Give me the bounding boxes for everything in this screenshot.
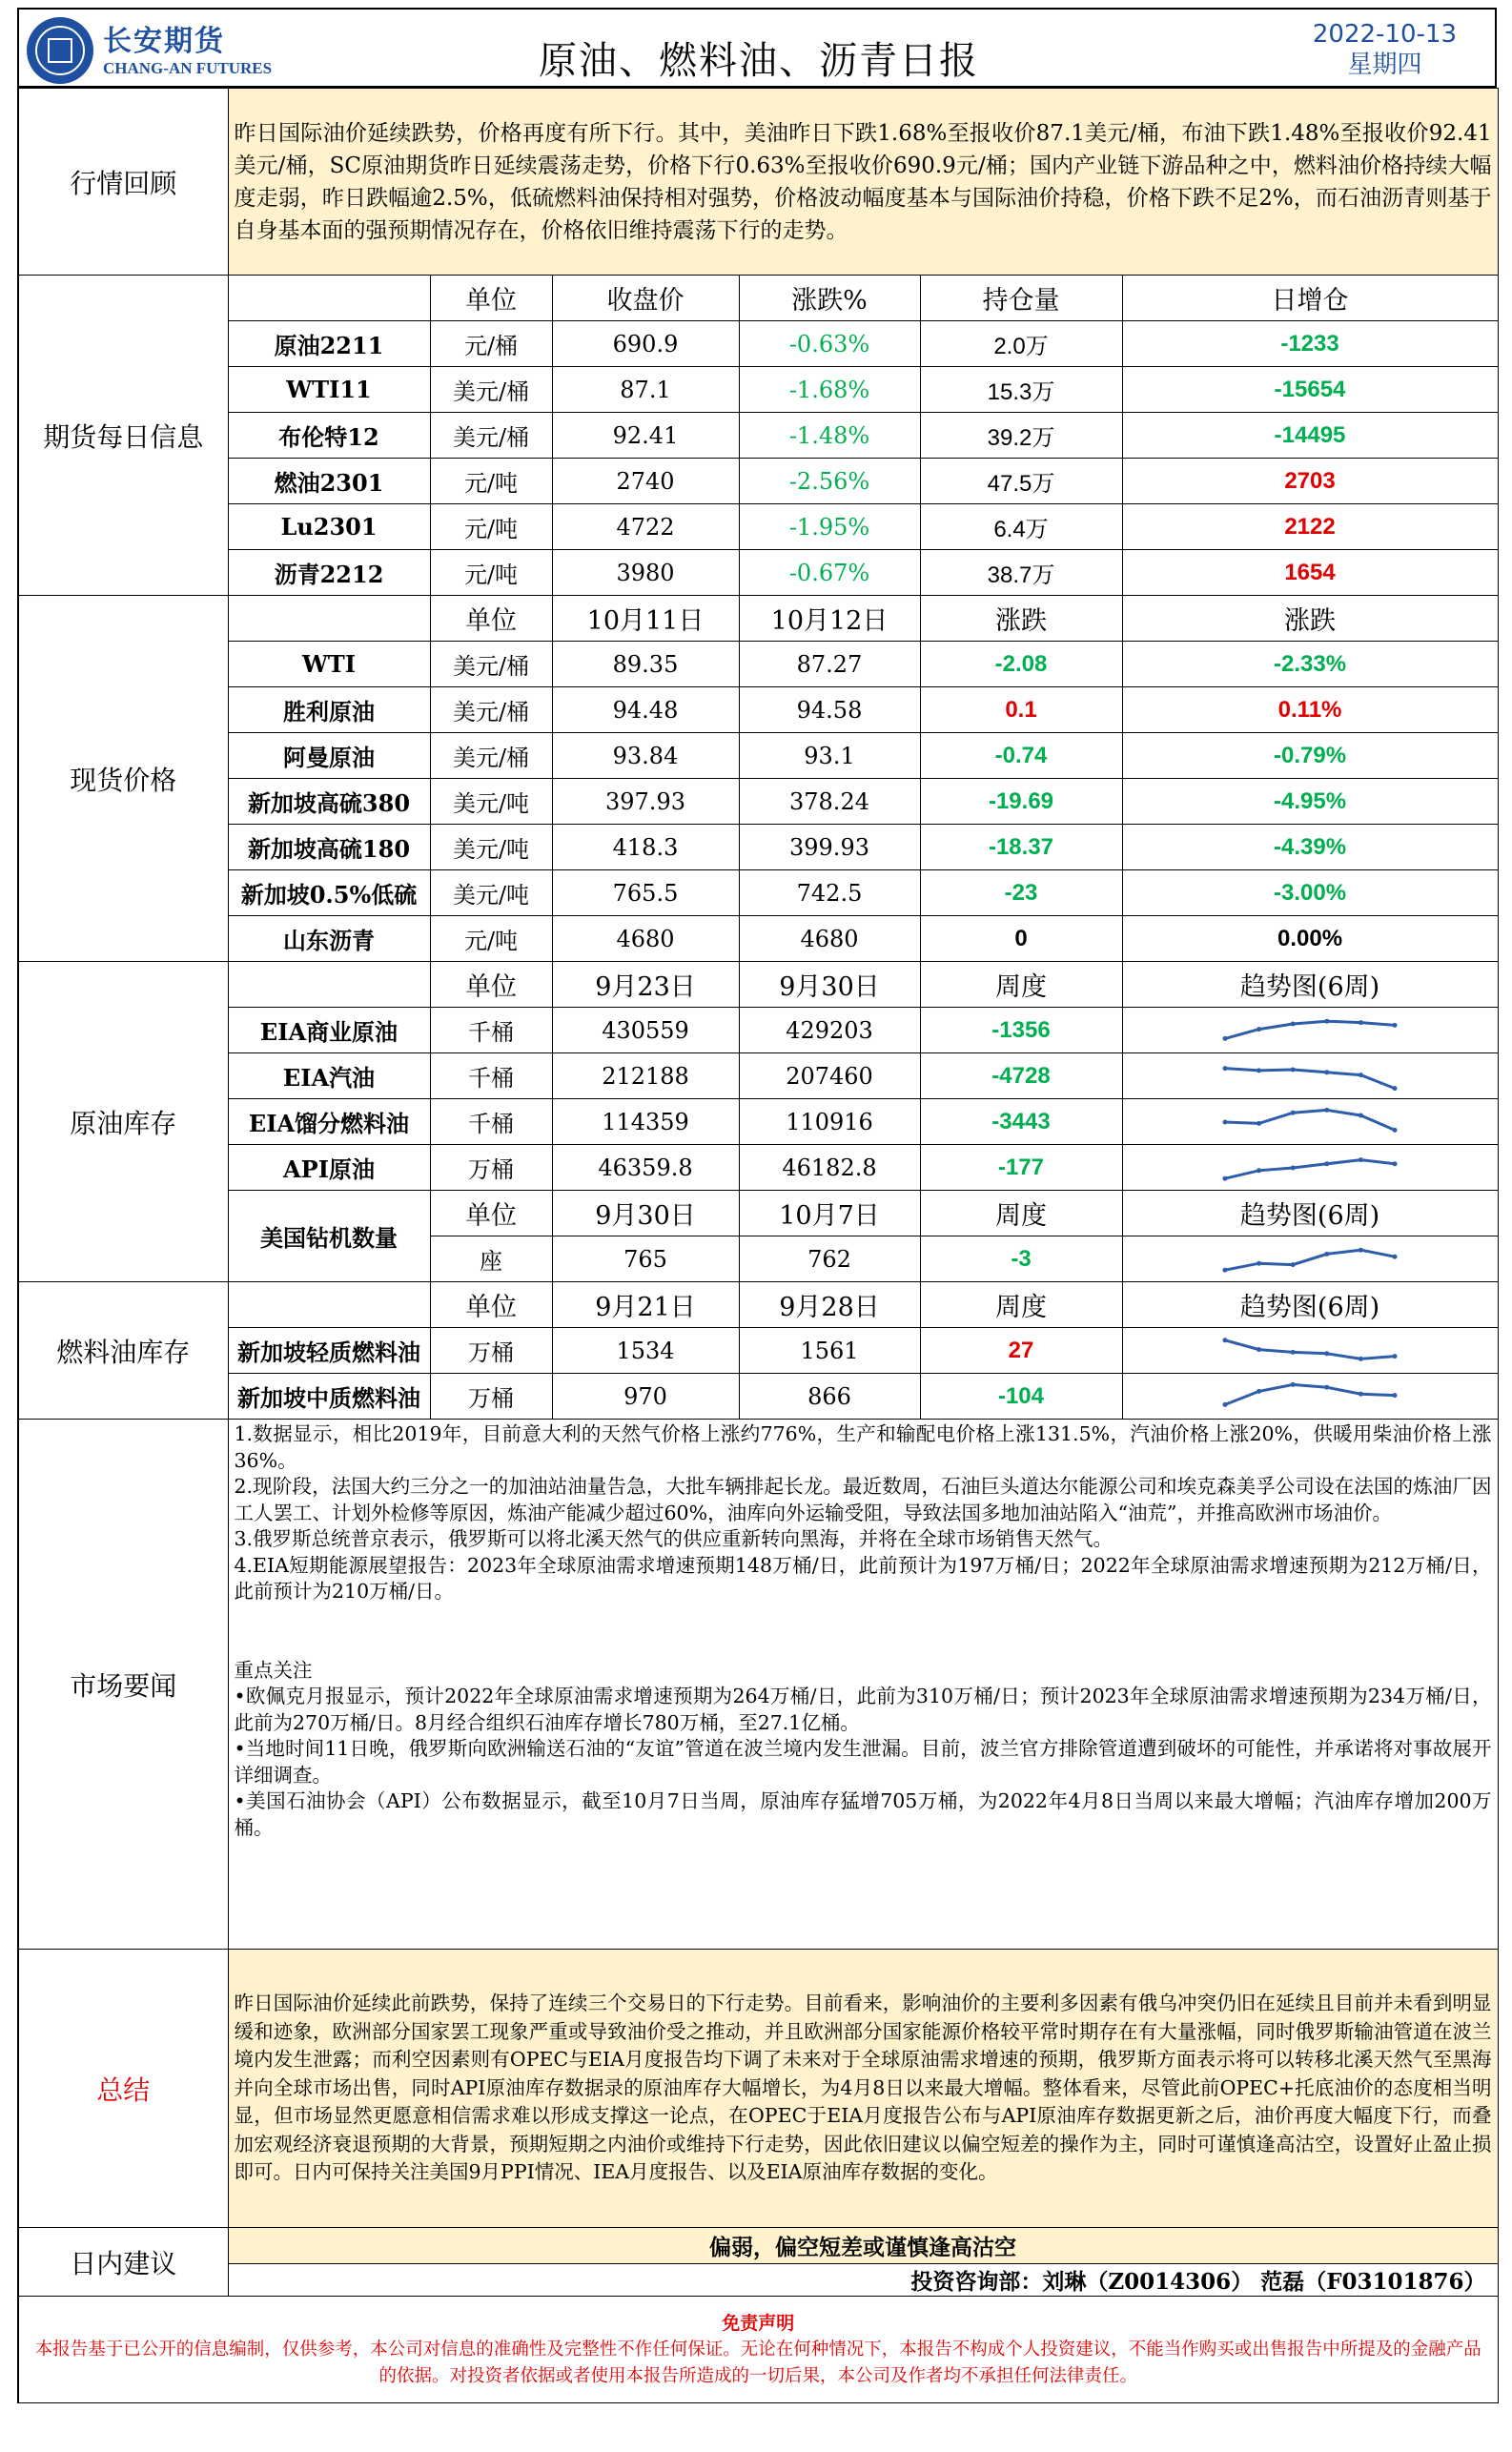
spot-name: 新加坡高硫380 bbox=[228, 779, 430, 825]
sparkline-point bbox=[1359, 1020, 1363, 1025]
spacer bbox=[235, 1605, 1492, 1658]
value-week2: 762 bbox=[739, 1236, 920, 1282]
price-day2: 93.1 bbox=[739, 733, 920, 779]
oi-change: 2703 bbox=[1122, 459, 1498, 504]
sparkline-line bbox=[1225, 1250, 1395, 1270]
price-day2: 742.5 bbox=[739, 870, 920, 916]
weekly-change: 27 bbox=[920, 1328, 1122, 1374]
unit-cell: 美元/吨 bbox=[430, 825, 552, 870]
section-label-advice: 日内建议 bbox=[18, 2228, 228, 2297]
trend-cell bbox=[1122, 1008, 1498, 1053]
sparkline-point bbox=[1223, 1066, 1228, 1071]
news-item: 1.数据显示，相比2019年，目前意大利的天然气价格上涨约776%，生产和输配电价格上涨131.5%，汽油价格上涨20%，供暖用柴油价格上涨36%。 bbox=[234, 1422, 1492, 1472]
sparkline-point bbox=[1393, 1127, 1398, 1132]
close-price: 4722 bbox=[552, 504, 739, 550]
close-price: 2740 bbox=[552, 459, 739, 504]
price-change: -0.74 bbox=[920, 733, 1122, 779]
column-header: 日增仓 bbox=[1122, 276, 1498, 321]
price-day2: 399.93 bbox=[739, 825, 920, 870]
unit-cell: 千桶 bbox=[430, 1099, 552, 1145]
unit-cell: 元/吨 bbox=[430, 459, 552, 504]
oi-change: 2122 bbox=[1122, 504, 1498, 550]
header-blank bbox=[228, 596, 430, 642]
oi-change: 1654 bbox=[1122, 550, 1498, 596]
brand-name: 长安期货 bbox=[103, 25, 225, 58]
news-item: 4.EIA短期能源展望报告：2023年全球原油需求增速预期148万桶/日，此前预计为197万桶/日；2022年全球原油需求增速预期为212万桶/日，此前预计为210万桶/日。 bbox=[234, 1553, 1492, 1603]
rig-count-name: 美国钻机数量 bbox=[228, 1191, 430, 1282]
price-change-pct: -3.00% bbox=[1122, 870, 1498, 916]
summary-text: 昨日国际油价延续此前跌势，保持了连续三个交易日的下行走势。目前看来，影响油价的主要利多因素有俄乌冲突仍旧在延续且目前并未看到明显缓和迹象，欧洲部分国家罢工现象严重或导致油价受之推动，并且欧洲部分国家能源价格较平常时期存在有大量涨幅，同时俄罗斯输油管道在波兰境内发生泄露；而利空因素则有OPEC与EIA月度报告均下调了未来对于全球原油需求增速的预期，俄罗斯方面表示将可以转移北溪天然气至黑海并向全球市场出售，同时API原油库存数据录的原油库存大幅增长，为4月8日以来最大增幅。整体看来，尽管此前OPEC+托底油价的态度相当明显，但市场显然更愿意相信需求难以形成支撑这一论点，在OPEC于EIA月度报告公布与API原油库存数据更新之后，油价再度大幅度下行，而叠加宏观经济衰退预期的大背景，预期短期之内油价或维持下行走势，因此依旧建议以偏空短差的操作为主，同时可谨慎逢高沽空，设置好止盈止损即可。日内可保持关注美国9月PPI情况、IEA月度报告、以及EIA原油库存数据的变化。 bbox=[228, 1950, 1498, 2228]
sparkline-point bbox=[1393, 1254, 1398, 1258]
trend-sparkline bbox=[1219, 1103, 1400, 1141]
header-blank bbox=[228, 1282, 430, 1328]
change-pct: -1.95% bbox=[739, 504, 920, 550]
focus-item: •当地时间11日晚，俄罗斯向欧洲输送石油的“友谊”管道在波兰境内发生泄漏。目前，波兰官方排除管道遭到破坏的可能性，并承诺将对事故展开详细调查。 bbox=[234, 1737, 1492, 1787]
trend-cell bbox=[1122, 1145, 1498, 1191]
unit-cell: 座 bbox=[430, 1236, 552, 1282]
sparkline-point bbox=[1291, 1349, 1296, 1354]
trend-cell bbox=[1122, 1328, 1498, 1374]
unit-cell: 美元/吨 bbox=[430, 779, 552, 825]
weekday-text: 星期四 bbox=[1347, 51, 1422, 79]
sparkline-point bbox=[1359, 1073, 1363, 1077]
sparkline-point bbox=[1324, 1161, 1329, 1166]
sparkline-line bbox=[1225, 1339, 1395, 1359]
trend-sparkline bbox=[1219, 1149, 1400, 1187]
column-header: 9月21日 bbox=[552, 1282, 739, 1328]
unit-cell: 美元/吨 bbox=[430, 870, 552, 916]
sparkline-point bbox=[1393, 1022, 1398, 1027]
contract-name: 原油2211 bbox=[228, 321, 430, 367]
sparkline-point bbox=[1324, 1107, 1329, 1112]
column-header: 10月11日 bbox=[552, 596, 739, 642]
sparkline-point bbox=[1291, 1110, 1296, 1114]
unit-cell: 美元/桶 bbox=[430, 413, 552, 459]
open-interest: 47.5万 bbox=[920, 459, 1122, 504]
spot-name: 阿曼原油 bbox=[228, 733, 430, 779]
trend-sparkline bbox=[1219, 1011, 1400, 1050]
column-header: 9月30日 bbox=[552, 1191, 739, 1236]
sparkline-point bbox=[1359, 1391, 1363, 1396]
column-header: 持仓量 bbox=[920, 276, 1122, 321]
price-day2: 378.24 bbox=[739, 779, 920, 825]
unit-cell: 美元/桶 bbox=[430, 687, 552, 733]
sparkline-point bbox=[1324, 1384, 1329, 1389]
spot-name: 山东沥青 bbox=[228, 916, 430, 962]
value-week2: 1561 bbox=[739, 1328, 920, 1374]
change-pct: -2.56% bbox=[739, 459, 920, 504]
price-change: -23 bbox=[920, 870, 1122, 916]
price-change-pct: -4.39% bbox=[1122, 825, 1498, 870]
open-interest: 15.3万 bbox=[920, 367, 1122, 413]
news-item: 2.现阶段，法国大约三分之一的加油站油量告急，大批车辆排起长龙。最近数周，石油巨头道达尔能源公司和埃克森美孚公司设在法国的炼油厂因工人罢工、计划外检修等原因，炼油产能减少超过60%，油库向外运输受阻，导致法国多地加油站陷入“油荒”，并推高欧洲市场油价。 bbox=[234, 1475, 1492, 1524]
spot-name: 新加坡高硫180 bbox=[228, 825, 430, 870]
analyst-info: 投资咨询部：刘琳（Z0014306） 范磊（F03101876） bbox=[228, 2264, 1498, 2297]
column-header: 单位 bbox=[430, 1282, 552, 1328]
change-pct: -1.48% bbox=[739, 413, 920, 459]
weekly-change: -3 bbox=[920, 1236, 1122, 1282]
change-pct: -0.63% bbox=[739, 321, 920, 367]
sparkline-point bbox=[1223, 1401, 1228, 1406]
value-week1: 46359.8 bbox=[552, 1145, 739, 1191]
value-week1: 970 bbox=[552, 1374, 739, 1420]
weekly-change: -104 bbox=[920, 1374, 1122, 1420]
inventory-name: API原油 bbox=[228, 1145, 430, 1191]
unit-cell: 元/吨 bbox=[430, 504, 552, 550]
sparkline-point bbox=[1324, 1351, 1329, 1356]
column-header: 9月23日 bbox=[552, 962, 739, 1008]
value-week2: 110916 bbox=[739, 1099, 920, 1145]
close-price: 3980 bbox=[552, 550, 739, 596]
oi-change: -14495 bbox=[1122, 413, 1498, 459]
sparkline-line bbox=[1225, 1384, 1395, 1404]
column-header: 涨跌 bbox=[1122, 596, 1498, 642]
value-week2: 429203 bbox=[739, 1008, 920, 1053]
sparkline-line bbox=[1225, 1021, 1395, 1038]
price-day1: 418.3 bbox=[552, 825, 739, 870]
trend-sparkline bbox=[1219, 1057, 1400, 1095]
sparkline-point bbox=[1223, 1175, 1228, 1180]
value-week2: 207460 bbox=[739, 1053, 920, 1099]
sparkline-point bbox=[1324, 1070, 1329, 1074]
report-date bbox=[1313, 19, 1457, 80]
oi-change: -15654 bbox=[1122, 367, 1498, 413]
price-change-pct: 0.11% bbox=[1122, 687, 1498, 733]
column-header: 单位 bbox=[430, 596, 552, 642]
contract-name: 布伦特12 bbox=[228, 413, 430, 459]
unit-cell: 元/吨 bbox=[430, 916, 552, 962]
disclaimer bbox=[18, 2297, 1498, 2403]
column-header: 单位 bbox=[430, 1191, 552, 1236]
column-header: 涨跌 bbox=[920, 596, 1122, 642]
weekly-change: -4728 bbox=[920, 1053, 1122, 1099]
header-blank bbox=[228, 276, 430, 321]
price-change-pct: -4.95% bbox=[1122, 779, 1498, 825]
price-day1: 94.48 bbox=[552, 687, 739, 733]
value-week1: 765 bbox=[552, 1236, 739, 1282]
value-week1: 114359 bbox=[552, 1099, 739, 1145]
section-label-crude-inventory: 原油库存 bbox=[18, 962, 228, 1282]
section-label-review: 行情回顾 bbox=[18, 89, 228, 276]
brand-name-en: CHANG-AN FUTURES bbox=[103, 59, 273, 77]
focus-item: •美国石油协会（API）公布数据显示，截至10月7日当周，原油库存猛增705万桶，为2022年4月8日当周以来最大增幅；汽油库存增加200万桶。 bbox=[234, 1789, 1492, 1839]
price-day1: 4680 bbox=[552, 916, 739, 962]
column-header: 周度 bbox=[920, 1191, 1122, 1236]
value-week1: 430559 bbox=[552, 1008, 739, 1053]
report-title: 原油、燃料油、沥青日报 bbox=[539, 39, 979, 83]
trend-sparkline bbox=[1219, 1378, 1400, 1416]
price-change: -18.37 bbox=[920, 825, 1122, 870]
sparkline-point bbox=[1291, 1021, 1296, 1026]
sparkline-line bbox=[1225, 1068, 1395, 1088]
sparkline-point bbox=[1359, 1247, 1363, 1252]
weekly-change: -3443 bbox=[920, 1099, 1122, 1145]
change-pct: -0.67% bbox=[739, 550, 920, 596]
price-day2: 87.27 bbox=[739, 642, 920, 687]
focus-item: •欧佩克月报显示，预计2022年全球原油需求增速预期为264万桶/日，此前为310万桶/日；预计2023年全球原油需求增速预期为234万桶/日，此前为270万桶/日。8月经合组织石油库存增长780万桶，至27.1亿桶。 bbox=[234, 1685, 1492, 1734]
price-day2: 4680 bbox=[739, 916, 920, 962]
report-header bbox=[17, 8, 1497, 88]
unit-cell: 美元/桶 bbox=[430, 367, 552, 413]
open-interest: 39.2万 bbox=[920, 413, 1122, 459]
column-header: 涨跌% bbox=[739, 276, 920, 321]
sparkline-point bbox=[1291, 1381, 1296, 1386]
column-header: 周度 bbox=[920, 962, 1122, 1008]
date-text: 2022-10-13 bbox=[1312, 20, 1457, 49]
unit-cell: 千桶 bbox=[430, 1053, 552, 1099]
trend-sparkline bbox=[1219, 1332, 1400, 1370]
unit-cell: 元/吨 bbox=[430, 550, 552, 596]
sparkline-line bbox=[1225, 1159, 1395, 1178]
price-change: -19.69 bbox=[920, 779, 1122, 825]
unit-cell: 万桶 bbox=[430, 1374, 552, 1420]
value-week1: 212188 bbox=[552, 1053, 739, 1099]
open-interest: 38.7万 bbox=[920, 550, 1122, 596]
open-interest: 2.0万 bbox=[920, 321, 1122, 367]
unit-cell: 千桶 bbox=[430, 1008, 552, 1053]
news-content bbox=[228, 1420, 1498, 1950]
contract-name: 燃油2301 bbox=[228, 459, 430, 504]
trend-cell bbox=[1122, 1099, 1498, 1145]
sparkline-point bbox=[1393, 1354, 1398, 1359]
sparkline-point bbox=[1257, 1027, 1261, 1032]
column-header: 9月28日 bbox=[739, 1282, 920, 1328]
sparkline-point bbox=[1257, 1168, 1261, 1173]
section-label-futures: 期货每日信息 bbox=[18, 276, 228, 596]
sparkline-point bbox=[1291, 1067, 1296, 1072]
sparkline-point bbox=[1359, 1356, 1363, 1360]
column-header: 9月30日 bbox=[739, 962, 920, 1008]
trend-sparkline bbox=[1219, 1240, 1400, 1278]
inventory-name: EIA汽油 bbox=[228, 1053, 430, 1099]
sparkline-point bbox=[1257, 1068, 1261, 1073]
weekly-change: -1356 bbox=[920, 1008, 1122, 1053]
column-header: 单位 bbox=[430, 962, 552, 1008]
sparkline-point bbox=[1291, 1165, 1296, 1170]
inventory-name: 新加坡轻质燃料油 bbox=[228, 1328, 430, 1374]
contract-name: WTI11 bbox=[228, 367, 430, 413]
price-change: -2.08 bbox=[920, 642, 1122, 687]
sparkline-point bbox=[1291, 1262, 1296, 1267]
unit-cell: 万桶 bbox=[430, 1328, 552, 1374]
value-week1: 1534 bbox=[552, 1328, 739, 1374]
sparkline-point bbox=[1257, 1120, 1261, 1125]
section-label-news: 市场要闻 bbox=[18, 1420, 228, 1950]
sparkline-point bbox=[1257, 1347, 1261, 1352]
column-header: 10月12日 bbox=[739, 596, 920, 642]
price-day1: 89.35 bbox=[552, 642, 739, 687]
price-day1: 397.93 bbox=[552, 779, 739, 825]
column-header: 趋势图(6周) bbox=[1122, 1191, 1498, 1236]
unit-cell: 美元/桶 bbox=[430, 642, 552, 687]
sparkline-point bbox=[1393, 1161, 1398, 1166]
column-header: 趋势图(6周) bbox=[1122, 1282, 1498, 1328]
close-price: 690.9 bbox=[552, 321, 739, 367]
trend-cell bbox=[1122, 1374, 1498, 1420]
inventory-name: EIA馏分燃料油 bbox=[228, 1099, 430, 1145]
column-header: 单位 bbox=[430, 276, 552, 321]
disclaimer-text: 本报告基于已公开的信息编制，仅供参考，本公司对信息的准确性及完整性不作任何保证。无论在何种情况下，本报告不构成个人投资建议，不能当作购买或出售报告中所提及的金融产品的依据。对投资者依据或者使用本报告所造成的一切后果，本公司及作者均不承担任何法律责任。 bbox=[34, 2339, 1481, 2386]
sparkline-point bbox=[1393, 1086, 1398, 1091]
price-day1: 93.84 bbox=[552, 733, 739, 779]
sparkline-point bbox=[1257, 1260, 1261, 1265]
unit-cell: 美元/桶 bbox=[430, 733, 552, 779]
price-change: 0 bbox=[920, 916, 1122, 962]
sparkline-point bbox=[1324, 1251, 1329, 1256]
price-change: 0.1 bbox=[920, 687, 1122, 733]
column-header: 收盘价 bbox=[552, 276, 739, 321]
news-item: 3.俄罗斯总统普京表示，俄罗斯可以将北溪天然气的供应重新转向黑海，并将在全球市场销售天然气。 bbox=[234, 1527, 1114, 1550]
sparkline-point bbox=[1223, 1119, 1228, 1124]
close-price: 87.1 bbox=[552, 367, 739, 413]
spot-name: 胜利原油 bbox=[228, 687, 430, 733]
weekly-change: -177 bbox=[920, 1145, 1122, 1191]
section-label-spot: 现货价格 bbox=[18, 596, 228, 962]
sparkline-point bbox=[1223, 1035, 1228, 1040]
change-pct: -1.68% bbox=[739, 367, 920, 413]
section-label-fuel-inventory: 燃料油库存 bbox=[18, 1282, 228, 1420]
inventory-name: EIA商业原油 bbox=[228, 1008, 430, 1053]
price-change-pct: -2.33% bbox=[1122, 642, 1498, 687]
inventory-name: 新加坡中质燃料油 bbox=[228, 1374, 430, 1420]
price-change-pct: 0.00% bbox=[1122, 916, 1498, 962]
sparkline-point bbox=[1223, 1267, 1228, 1272]
oi-change: -1233 bbox=[1122, 321, 1498, 367]
sparkline-line bbox=[1225, 1110, 1395, 1130]
section-label-summary: 总结 bbox=[18, 1950, 228, 2228]
trend-cell bbox=[1122, 1053, 1498, 1099]
spot-name: 新加坡0.5%低硫 bbox=[228, 870, 430, 916]
sparkline-point bbox=[1359, 1113, 1363, 1117]
value-week2: 46182.8 bbox=[739, 1145, 920, 1191]
header-blank bbox=[228, 962, 430, 1008]
spot-name: WTI bbox=[228, 642, 430, 687]
contract-name: 沥青2212 bbox=[228, 550, 430, 596]
report-table bbox=[17, 88, 1499, 2403]
unit-cell: 万桶 bbox=[430, 1145, 552, 1191]
open-interest: 6.4万 bbox=[920, 504, 1122, 550]
focus-title: 重点关注 bbox=[234, 1658, 313, 1682]
column-header: 10月7日 bbox=[739, 1191, 920, 1236]
close-price: 92.41 bbox=[552, 413, 739, 459]
sparkline-point bbox=[1223, 1338, 1228, 1342]
column-header: 周度 bbox=[920, 1282, 1122, 1328]
trend-cell bbox=[1122, 1236, 1498, 1282]
unit-cell: 元/桶 bbox=[430, 321, 552, 367]
column-header: 趋势图(6周) bbox=[1122, 962, 1498, 1008]
sparkline-point bbox=[1393, 1393, 1398, 1398]
sparkline-point bbox=[1324, 1018, 1329, 1023]
value-week2: 866 bbox=[739, 1374, 920, 1420]
contract-name: Lu2301 bbox=[228, 504, 430, 550]
disclaimer-title: 免责声明 bbox=[722, 2312, 795, 2334]
advice-text: 偏弱，偏空短差或谨慎逢高沽空 bbox=[228, 2228, 1498, 2264]
price-day2: 94.58 bbox=[739, 687, 920, 733]
sparkline-point bbox=[1359, 1157, 1363, 1162]
sparkline-point bbox=[1257, 1388, 1261, 1393]
price-change-pct: -0.79% bbox=[1122, 733, 1498, 779]
review-text: 昨日国际油价延续跌势，价格再度有所下行。其中，美油昨日下跌1.68%至报收价87.1美元/桶，布油下跌1.48%至报收价92.41美元/桶，SC原油期货昨日延续震荡走势，价格下行0.63%至报收价690.9元/桶；国内产业链下游品种之中，燃料油价格持续大幅度走弱，昨日跌幅逾2.5%，低硫燃料油保持相对强势，价格波动幅度基本与国际油价持稳，价格下跌不足2%，而石油沥青则基于自身基本面的强预期情况存在，价格依旧维持震荡下行的走势。 bbox=[228, 89, 1498, 276]
price-day1: 765.5 bbox=[552, 870, 739, 916]
